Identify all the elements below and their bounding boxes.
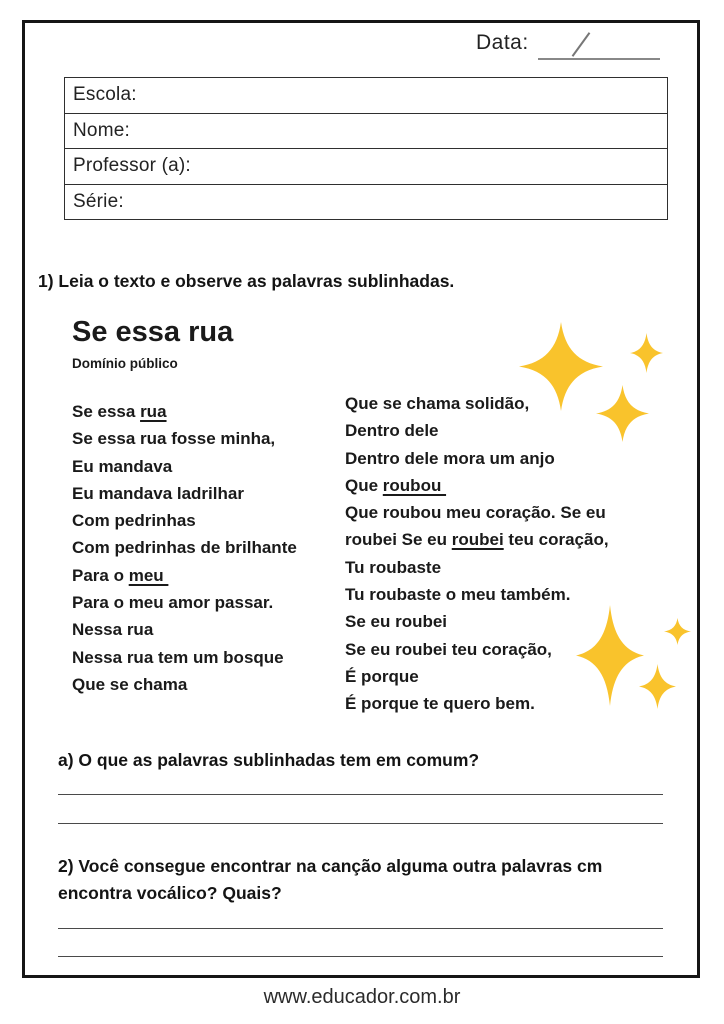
lyric-line: Se essa rua [72,402,167,421]
lyric-line: Eu mandava ladrilhar [72,483,244,503]
student-info-table [64,77,668,220]
serie-field-row[interactable] [65,185,667,220]
answer-line[interactable] [58,823,663,824]
sparkle-icon [639,664,676,709]
lyric-line: É porque te quero bem. [345,694,535,714]
song-title: Se essa rua [72,316,234,348]
date-blank-line[interactable] [538,34,660,60]
lyric-line: Que roubou [345,475,447,495]
exercise1-prompt: 1) Leia o texto e observe as palavras sublinhadas. [38,271,455,291]
lyric-line: Se eu roubei [345,612,448,632]
escola-label: Escola: [73,84,137,106]
date-label: Data: [476,31,529,54]
serie-label: Série: [73,190,124,212]
lyric-line: Que roubou meu coração. Se eu [345,503,606,523]
lyric-line: Nessa rua tem um bosque [72,647,284,667]
exercise2-prompt [58,853,602,907]
footer-url: www.educador.com.br [263,986,461,1008]
sparkle-icon [664,618,691,645]
lyric-line: Que se chama [72,674,188,694]
lyric-line: Tu roubaste o meu também. [345,585,571,605]
lyric-line: Para o meu [72,565,169,585]
sparkle-icon [630,333,663,373]
sparkle-icon [519,322,603,411]
lyric-line: Dentro dele mora um anjo [345,448,555,468]
professor-field-row[interactable] [65,149,667,185]
professor-label: Professor (a): [73,155,191,177]
song-credit: Domínio público [72,356,178,371]
lyric-line: roubei Se eu roubei teu coração, [345,530,609,550]
question-a-prompt: a) O que as palavras sublinhadas tem em comum? [58,750,480,770]
lyrics-column-1 [72,398,297,698]
lyric-line: Se eu roubei teu coração, [345,639,552,659]
lyric-line: Eu mandava [72,456,173,476]
answer-line[interactable] [58,794,663,795]
lyric-line: Para o meu amor passar. [72,593,274,613]
lyric-line: Com pedrinhas de brilhante [72,538,297,558]
lyric-line: Nessa rua [72,620,154,640]
answer-line[interactable] [58,928,663,929]
exercise2-prompt-line1: 2) Você consegue encontrar na canção alguma outra palavras cm [58,856,603,876]
lyric-line: Tu roubaste [345,557,442,577]
answer-line[interactable] [58,956,663,957]
nome-field-row[interactable] [65,114,667,150]
lyric-line: Se essa rua fosse minha, [72,429,276,449]
lyric-line: Dentro dele [345,421,439,441]
lyrics-column-2 [345,390,609,718]
escola-field-row[interactable] [65,78,667,114]
exercise2-prompt-line2: encontra vocálico? Quais? [58,883,282,903]
lyric-line: Com pedrinhas [72,511,196,531]
nome-label: Nome: [73,119,130,141]
sparkle-icon [576,605,644,706]
lyric-line: É porque [345,666,419,686]
sparkle-icon [596,385,649,442]
lyric-line: Que se chama solidão, [345,394,530,413]
